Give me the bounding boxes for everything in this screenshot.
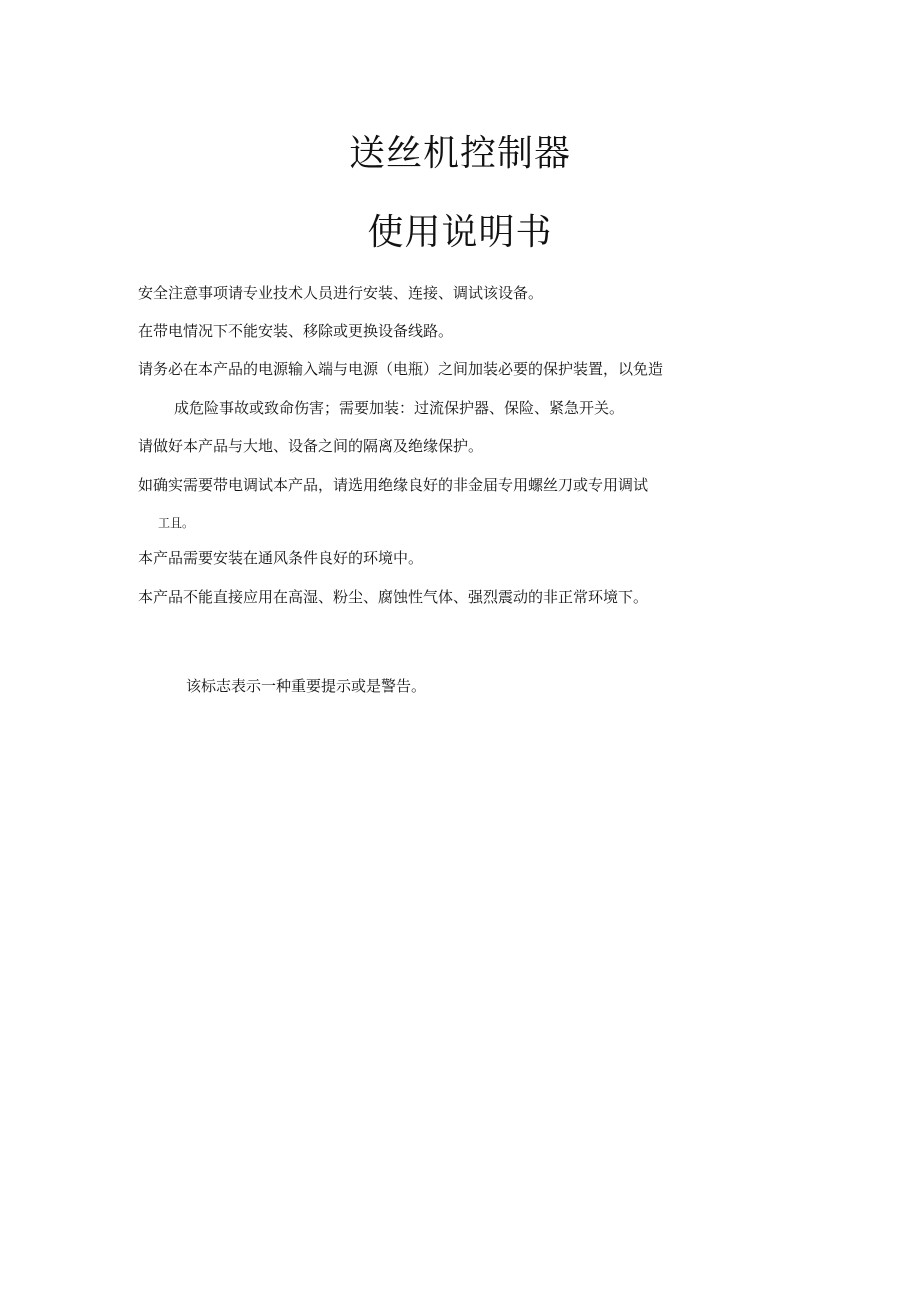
safety-notice-line: 本产品需要安装在通风条件良好的环境中。 [138, 549, 424, 567]
document-subtitle: 使用说明书 [367, 212, 553, 253]
safety-notice-line: 请做好本产品与大地、设备之间的隔离及绝缘保护。 [138, 437, 484, 455]
safety-notice-line-continued: 成危险事故或致命伤害；需要加装：过流保护器、保险、紧急开关。 [174, 399, 625, 417]
safety-notice-line: 请务必在本产品的电源输入端与电源（电瓶）之间加装必要的保护装置，以免造 [138, 360, 664, 378]
safety-notice-line: 安全注意事项请专业技术人员进行安装、连接、调试该设备。 [138, 284, 544, 302]
safety-notice-line-continued: 工且。 [158, 516, 195, 530]
safety-notice-line: 如确实需要带电调试本产品，请选用绝缘良好的非金届专用螺丝刀或专用调试 [138, 476, 649, 494]
safety-notice-line: 在带电情况下不能安装、移除或更换设备线路。 [138, 322, 454, 340]
safety-notice-line: 本产品不能直接应用在高湿、粉尘、腐蚀性气体、强烈震动的非正常环境下。 [138, 588, 649, 606]
document-title: 送丝机控制器 [348, 133, 571, 174]
warning-symbol-note: 该标志表示一种重要提示或是警告。 [186, 677, 427, 695]
